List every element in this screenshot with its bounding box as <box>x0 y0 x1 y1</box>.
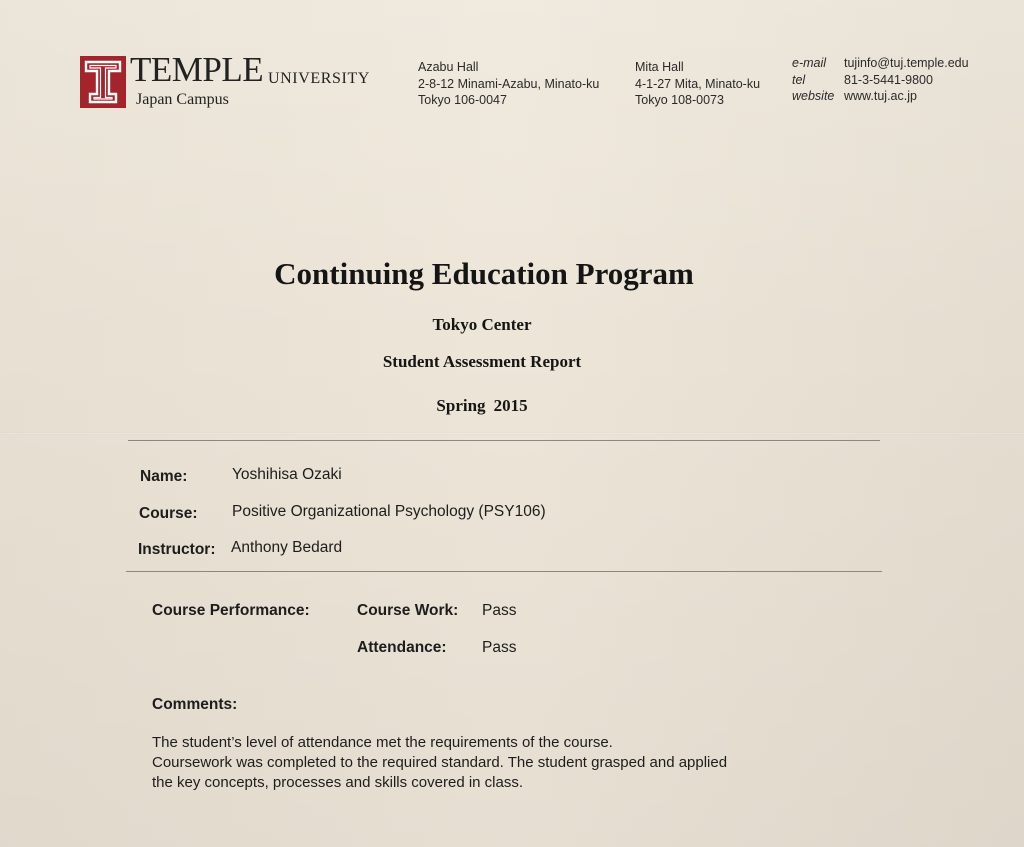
student-name: Yoshihisa Ozaki <box>232 466 342 483</box>
temple-logo-icon <box>80 56 126 108</box>
email-value: tujinfo@tuj.temple.edu <box>844 56 969 70</box>
paper-fold <box>0 432 1024 435</box>
website-row <box>792 88 969 105</box>
course-label: Course: <box>139 505 198 522</box>
term-year: 2015 <box>493 396 528 415</box>
divider-bottom <box>126 571 882 572</box>
azabu-address-line1: 2-8-12 Minami-Azabu, Minato-ku <box>418 76 600 91</box>
course-performance-label: Course Performance: <box>152 602 310 619</box>
report-title: Student Assessment Report <box>382 352 582 371</box>
tel-row <box>792 72 969 89</box>
mita-address-line2: Tokyo 108-0073 <box>635 93 724 107</box>
divider-top <box>128 440 880 441</box>
azabu-address-line2: Tokyo 106-0047 <box>418 93 507 107</box>
email-row <box>792 55 969 72</box>
attendance-label: Attendance: <box>357 639 447 656</box>
course-name: Positive Organizational Psychology (PSY106) <box>232 503 546 520</box>
brand-campus: Japan Campus <box>136 91 229 108</box>
azabu-address <box>418 59 599 109</box>
term <box>0 396 994 416</box>
term-season: Spring <box>436 396 486 415</box>
comment-line-1: The student’s level of attendance met the requirements of the course. <box>152 734 613 751</box>
mita-address-line1: 4-1-27 Mita, Minato-ku <box>635 76 761 91</box>
center-name: Tokyo Center <box>432 315 532 334</box>
attendance-result: Pass <box>482 639 517 656</box>
contact-block <box>792 55 969 105</box>
comments-text <box>152 733 727 793</box>
mita-hall-name: Mita Hall <box>635 60 684 74</box>
course-work-label: Course Work: <box>357 602 459 619</box>
mita-address <box>635 59 760 109</box>
tel-label: tel <box>792 72 806 87</box>
azabu-hall-name: Azabu Hall <box>418 60 479 74</box>
comment-line-2: Coursework was completed to the required standard. The student grasped and applied <box>152 754 728 771</box>
brand-university: UNIVERSITY <box>268 70 370 87</box>
comment-line-3: the key concepts, processes and skills covered in class. <box>152 774 524 791</box>
course-work-result: Pass <box>482 602 517 619</box>
tel-value: 81-3-5441-9800 <box>844 72 933 87</box>
instructor-label: Instructor: <box>138 541 216 558</box>
website-value: www.tuj.ac.jp <box>844 89 917 103</box>
name-label: Name: <box>140 468 188 485</box>
document-title: Continuing Education Program <box>274 256 694 291</box>
instructor-name: Anthony Bedard <box>231 539 343 556</box>
brand-name: TEMPLE <box>130 50 264 89</box>
website-label: website <box>792 89 835 103</box>
email-label: e-mail <box>792 56 827 70</box>
comments-label: Comments: <box>152 696 238 713</box>
